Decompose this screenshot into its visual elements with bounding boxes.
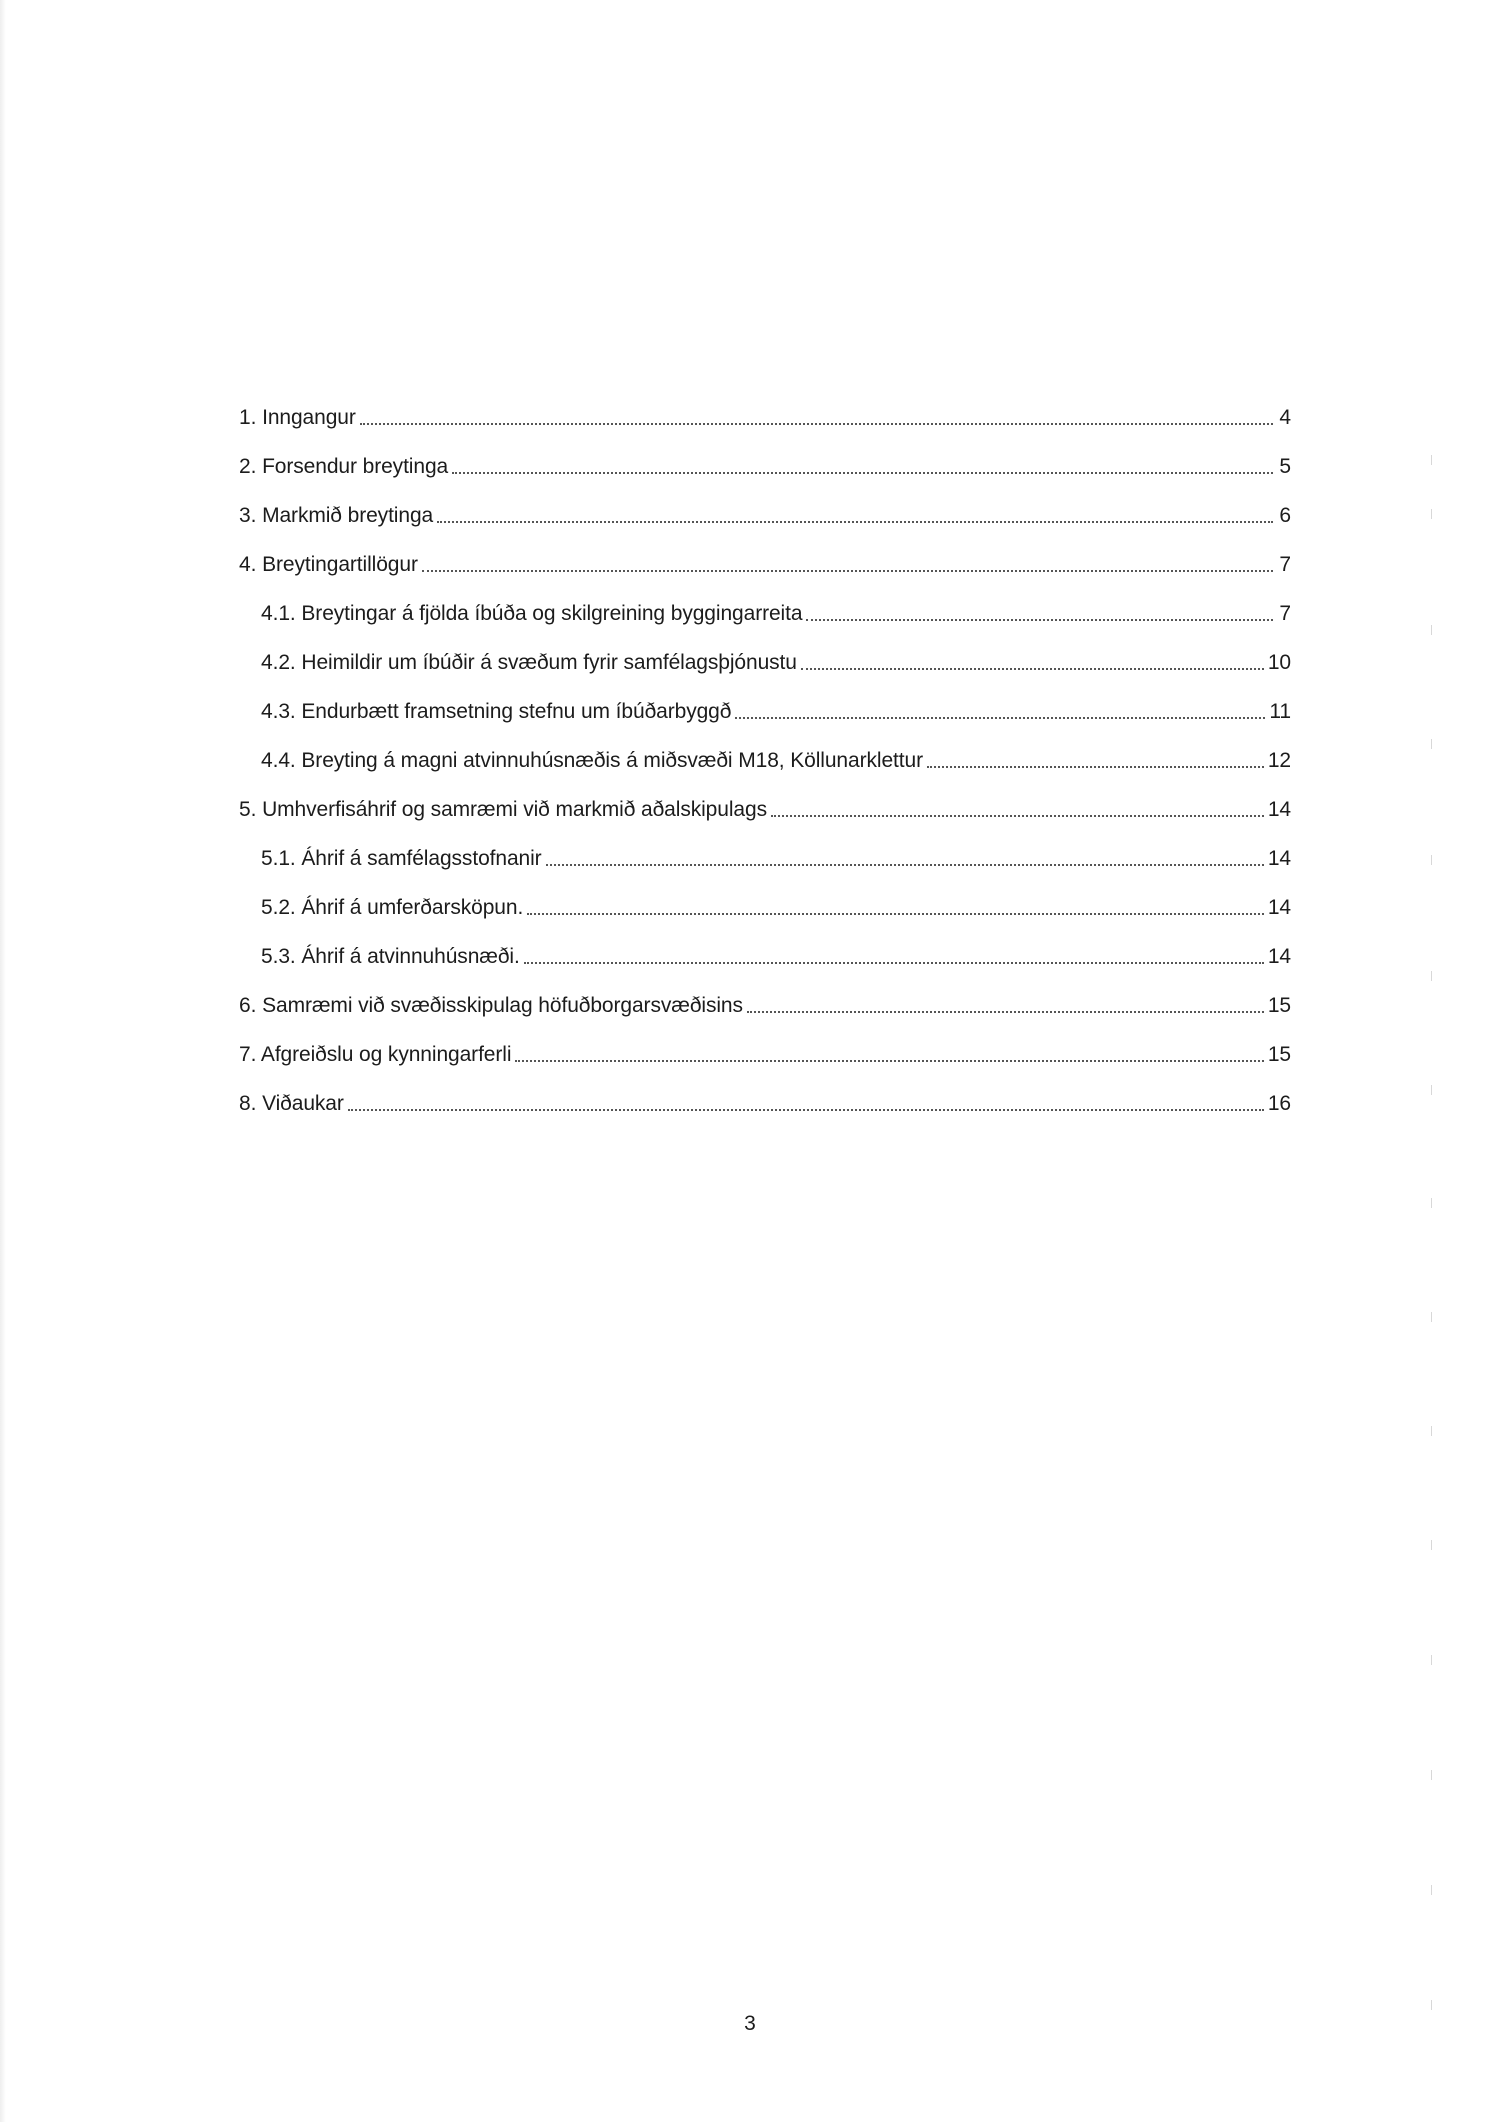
toc-entry-page: 12 <box>1267 749 1291 772</box>
toc-entry-title: 5.2. Áhrif á umferðarsköpun. <box>261 896 524 919</box>
scan-artifact <box>1431 509 1432 519</box>
toc-entry-page: 11 <box>1269 700 1291 723</box>
toc-entry[interactable] <box>239 382 1291 431</box>
scan-artifact <box>1431 1312 1432 1322</box>
scan-artifact <box>1431 739 1432 749</box>
toc-entry[interactable] <box>239 1019 1291 1068</box>
toc-dot-leader <box>422 569 1273 572</box>
toc-entry-page: 16 <box>1267 1092 1291 1115</box>
toc-dot-leader <box>771 814 1264 817</box>
scan-artifact <box>1431 1885 1432 1895</box>
toc-entry-title: 5.1. Áhrif á samfélagsstofnanir <box>261 847 542 870</box>
toc-dot-leader <box>515 1059 1263 1062</box>
toc-dot-leader <box>452 471 1273 474</box>
toc-entry[interactable] <box>239 480 1291 529</box>
toc-entry-title: 3. Markmið breytinga <box>239 504 434 527</box>
toc-entry-title: 7. Afgreiðslu og kynningarferli <box>239 1043 512 1066</box>
scan-artifact <box>1431 1540 1432 1550</box>
toc-entry[interactable] <box>239 774 1291 823</box>
table-of-contents <box>239 382 1291 1117</box>
toc-entry-title: 2. Forsendur breytinga <box>239 455 449 478</box>
scan-artifact <box>1431 855 1432 865</box>
toc-entry-page: 7 <box>1279 602 1291 625</box>
toc-dot-leader <box>801 667 1264 670</box>
toc-dot-leader <box>527 912 1264 915</box>
toc-dot-leader <box>806 618 1273 621</box>
toc-entry-title: 4.3. Endurbætt framsetning stefnu um íbúðarbyggð <box>261 700 732 723</box>
scan-artifact <box>1431 455 1432 465</box>
toc-dot-leader <box>348 1108 1264 1111</box>
toc-entry-page: 15 <box>1267 1043 1291 1066</box>
toc-entry-title: 4.2. Heimildir um íbúðir á svæðum fyrir samfélagsþjónustu <box>261 651 797 674</box>
toc-entry-title: 8. Viðaukar <box>239 1092 344 1115</box>
toc-entry-title: 4. Breytingartillögur <box>239 553 418 576</box>
toc-dot-leader <box>546 863 1264 866</box>
toc-entry-title: 4.1. Breytingar á fjölda íbúða og skilgreining byggingarreita <box>261 602 803 625</box>
scan-artifact <box>1431 1655 1432 1665</box>
toc-dot-leader <box>437 520 1273 523</box>
toc-subentry[interactable] <box>239 872 1291 921</box>
toc-subentry[interactable] <box>239 921 1291 970</box>
toc-entry[interactable] <box>239 1068 1291 1117</box>
toc-subentry[interactable] <box>239 578 1291 627</box>
toc-subentry[interactable] <box>239 725 1291 774</box>
toc-entry-title: 1. Inngangur <box>239 406 356 429</box>
toc-subentry[interactable] <box>239 676 1291 725</box>
toc-entry-page: 14 <box>1267 945 1291 968</box>
scan-edge-shadow <box>0 0 6 2122</box>
toc-entry-page: 4 <box>1279 406 1291 429</box>
page-number: 3 <box>744 2012 756 2035</box>
toc-entry-page: 5 <box>1279 455 1291 478</box>
toc-subentry[interactable] <box>239 823 1291 872</box>
toc-dot-leader <box>747 1010 1264 1013</box>
toc-dot-leader <box>524 961 1264 964</box>
toc-entry-page: 7 <box>1279 553 1291 576</box>
toc-subentry[interactable] <box>239 627 1291 676</box>
toc-dot-leader <box>927 765 1264 768</box>
toc-dot-leader <box>360 422 1273 425</box>
toc-entry-page: 14 <box>1267 847 1291 870</box>
toc-entry-title: 4.4. Breyting á magni atvinnuhúsnæðis á miðsvæði M18, Köllunarklettur <box>261 749 923 772</box>
toc-entry[interactable] <box>239 529 1291 578</box>
scan-artifact <box>1431 1198 1432 1208</box>
toc-entry-title: 6. Samræmi við svæðisskipulag höfuðborgarsvæðisins <box>239 994 743 1017</box>
toc-dot-leader <box>735 716 1265 719</box>
toc-entry-page: 10 <box>1267 651 1291 674</box>
scan-artifact <box>1431 1770 1432 1780</box>
scan-artifact <box>1431 2000 1432 2010</box>
toc-entry-title: 5. Umhverfisáhrif og samræmi við markmið aðalskipulags <box>239 798 767 821</box>
scan-artifact <box>1431 625 1432 635</box>
toc-entry-page: 14 <box>1267 896 1291 919</box>
scan-artifact <box>1431 1426 1432 1436</box>
toc-entry[interactable] <box>239 431 1291 480</box>
toc-entry-page: 15 <box>1267 994 1291 1017</box>
scan-artifact <box>1431 1085 1432 1095</box>
toc-entry-page: 6 <box>1279 504 1291 527</box>
toc-entry[interactable] <box>239 970 1291 1019</box>
toc-entry-page: 14 <box>1267 798 1291 821</box>
scan-artifact <box>1431 971 1432 981</box>
toc-entry-title: 5.3. Áhrif á atvinnuhúsnæði. <box>261 945 520 968</box>
